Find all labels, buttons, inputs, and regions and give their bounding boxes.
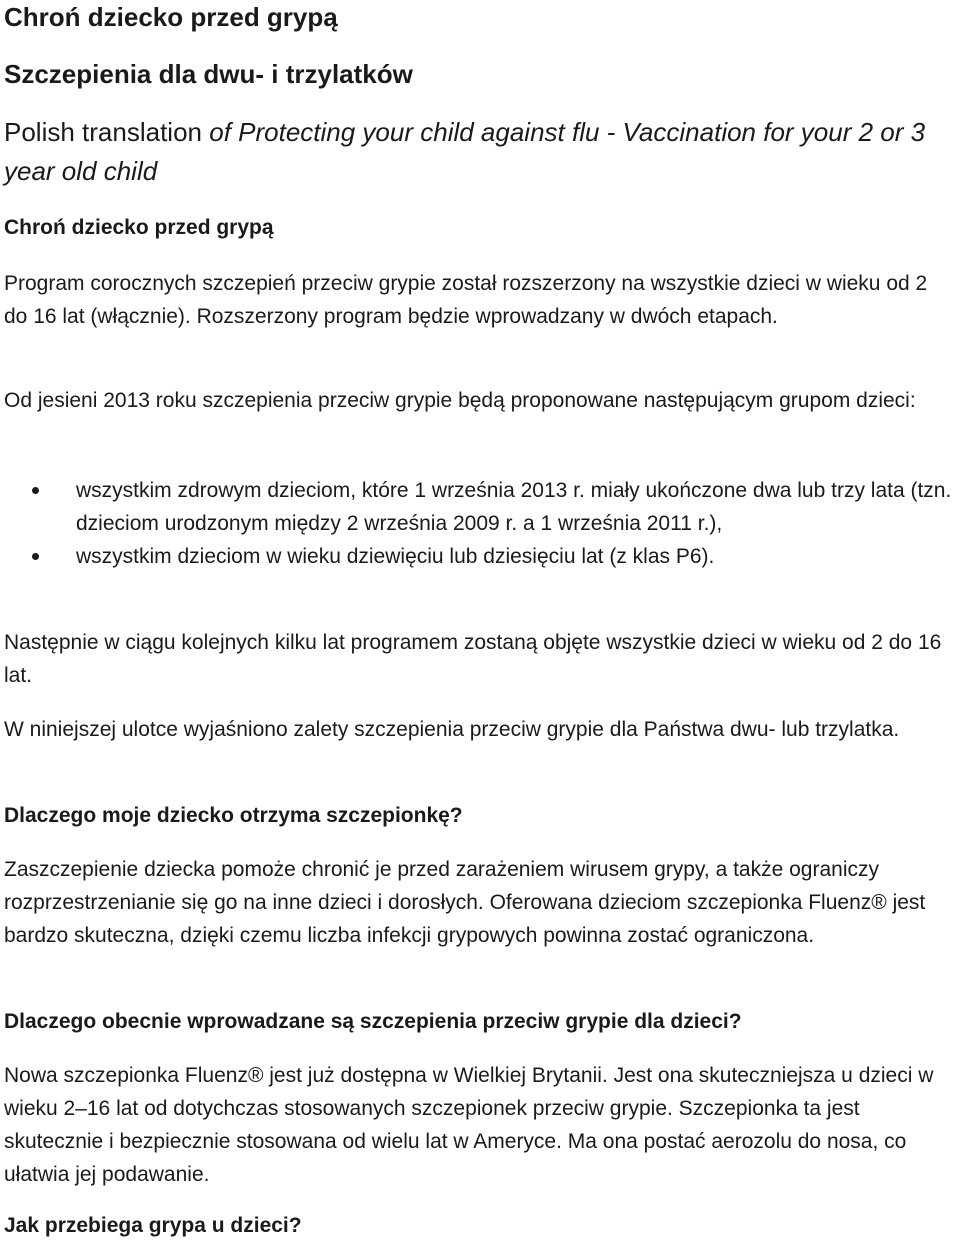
translation-prefix: Polish translation <box>4 117 210 147</box>
paragraph-leaflet-purpose: W niniejszej ulotce wyjaśniono zalety szczepienia przeciw grypie dla Państwa dwu- lub trzylatka. <box>4 718 900 741</box>
list-item <box>4 474 954 540</box>
translation-english-title: of Protecting your child against flu - Vaccination for your 2 or 3 year old child <box>4 117 926 186</box>
document-subtitle: Szczepienia dla dwu- i trzylatków <box>4 59 413 89</box>
paragraph-vaccine-benefits: Zaszczepienie dziecka pomoże chronić je przed zarażeniem wirusem grypy, a także ograniczy rozprzestrzenianie się go na inne dzieci i dorosłych. Oferowana dzieciom szczepionka Fluenz® jest bardzo skuteczna, dzięki czemu liczba infekcji grypowych powinna zostać ograniczona. <box>4 858 926 947</box>
eligible-groups-list <box>4 474 954 573</box>
list-item-text: wszystkim zdrowym dzieciom, które 1 września 2013 r. miały ukończone dwa lub trzy lata (tzn. dzieciom urodzonym między 2 września 2009 r. a 1 września 2011 r.), <box>76 479 952 535</box>
list-item-text: wszystkim dzieciom w wieku dziewięciu lub dziesięciu lat (z klas P6). <box>76 545 715 568</box>
paragraph-fluenz-info: Nowa szczepionka Fluenz® jest już dostępna w Wielkiej Brytanii. Jest ona skuteczniejsza u dzieci w wieku 2–16 lat od dotychczas stosowanych szczepionek przeciw grypie. Szczepionka ta jest skutecznie i bezpiecznie stosowana od wielu lat w Ameryce. Ma ona postać aerozolu do nosa, co ułatwia jej podawanie. <box>4 1064 934 1186</box>
heading-why-vaccine: Dlaczego moje dziecko otrzyma szczepionkę? <box>4 804 463 827</box>
bullet-dot-icon <box>32 487 39 494</box>
translation-note <box>4 113 954 191</box>
list-item <box>4 540 954 573</box>
bullet-dot-icon <box>32 553 39 560</box>
heading-why-now: Dlaczego obecnie wprowadzane są szczepienia przeciw grypie dla dzieci? <box>4 1010 742 1033</box>
document-title: Chroń dziecko przed grypą <box>4 2 338 32</box>
paragraph-program-expansion: Program corocznych szczepień przeciw grypie został rozszerzony na wszystkie dzieci w wieku od 2 do 16 lat (włącznie). Rozszerzony program będzie wprowadzany w dwóch etapach. <box>4 272 928 328</box>
heading-how-flu-affects: Jak przebiega grypa u dzieci? <box>4 1214 302 1237</box>
section-title: Chroń dziecko przed grypą <box>4 216 274 239</box>
paragraph-autumn-2013: Od jesieni 2013 roku szczepienia przeciw grypie będą proponowane następującym grupom dzieci: <box>4 389 916 412</box>
paragraph-next-years: Następnie w ciągu kolejnych kilku lat programem zostaną objęte wszystkie dzieci w wieku od 2 do 16 lat. <box>4 631 942 687</box>
